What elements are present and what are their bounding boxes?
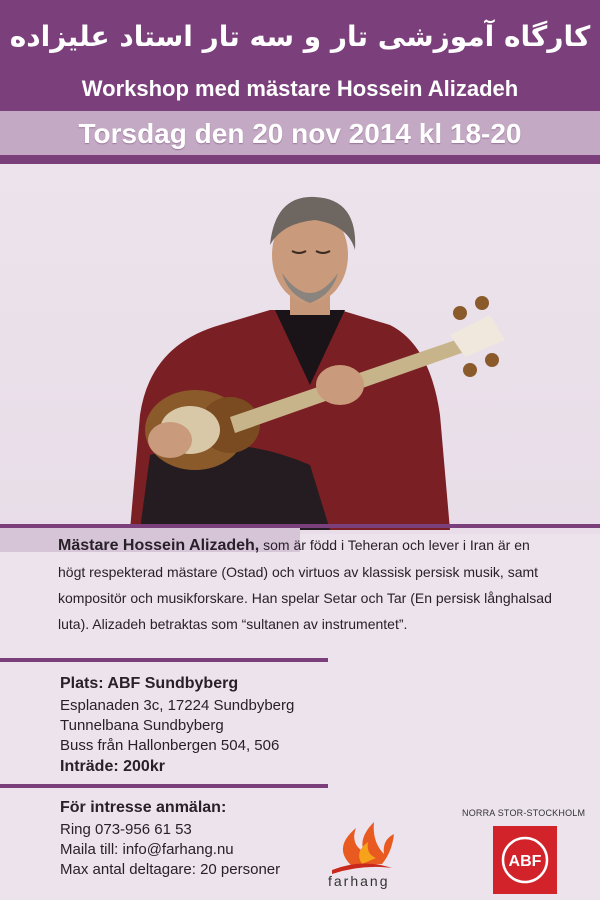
signup-heading: För intresse anmälan: bbox=[60, 799, 227, 816]
venue-bus: Buss från Hallonbergen 504, 506 bbox=[60, 737, 280, 754]
farhang-logo bbox=[322, 818, 452, 890]
bio-name: Mästare Hossein Alizadeh, bbox=[58, 537, 260, 554]
bio-paragraph bbox=[58, 532, 558, 637]
venue-entry: Inträde: 200kr bbox=[60, 758, 165, 775]
signup-max: Max antal deltagare: 20 personer bbox=[60, 861, 281, 878]
venue-metro: Tunnelbana Sundbyberg bbox=[60, 717, 224, 734]
abf-text: ABF bbox=[508, 853, 542, 870]
title-swedish: Workshop med mästare Hossein Alizadeh bbox=[81, 76, 519, 101]
abf-logo bbox=[493, 826, 557, 894]
venue-heading: Plats: ABF Sundbyberg bbox=[60, 675, 239, 692]
farhang-text: farhang bbox=[328, 873, 390, 889]
musician-photo bbox=[110, 185, 510, 530]
signup-phone: Ring 073-956 61 53 bbox=[60, 821, 192, 838]
bio-text: som är född i Teheran och lever i Iran är en högt respekterad mästare (Ostad) och virtuos av klassisk persisk musik, samt kompositör och musikforskare. Han spelar Setar och Tar (En persisk långhalsad luta). Alizadeh betraktas som “sultanen av instrumentet”. bbox=[58, 537, 552, 632]
divider-bar bbox=[0, 155, 600, 164]
title-persian: کارگاه آموزشی تار و سه تار استاد علیزاده bbox=[9, 20, 591, 53]
abf-region-label: NORRA STOR-STOCKHOLM bbox=[462, 808, 586, 818]
section-divider bbox=[0, 658, 328, 662]
event-date: Torsdag den 20 nov 2014 kl 18-20 bbox=[78, 118, 522, 149]
signup-email: Maila till: info@farhang.nu bbox=[60, 841, 234, 858]
venue-address: Esplanaden 3c, 17224 Sundbyberg bbox=[60, 697, 295, 714]
section-divider bbox=[0, 784, 328, 788]
